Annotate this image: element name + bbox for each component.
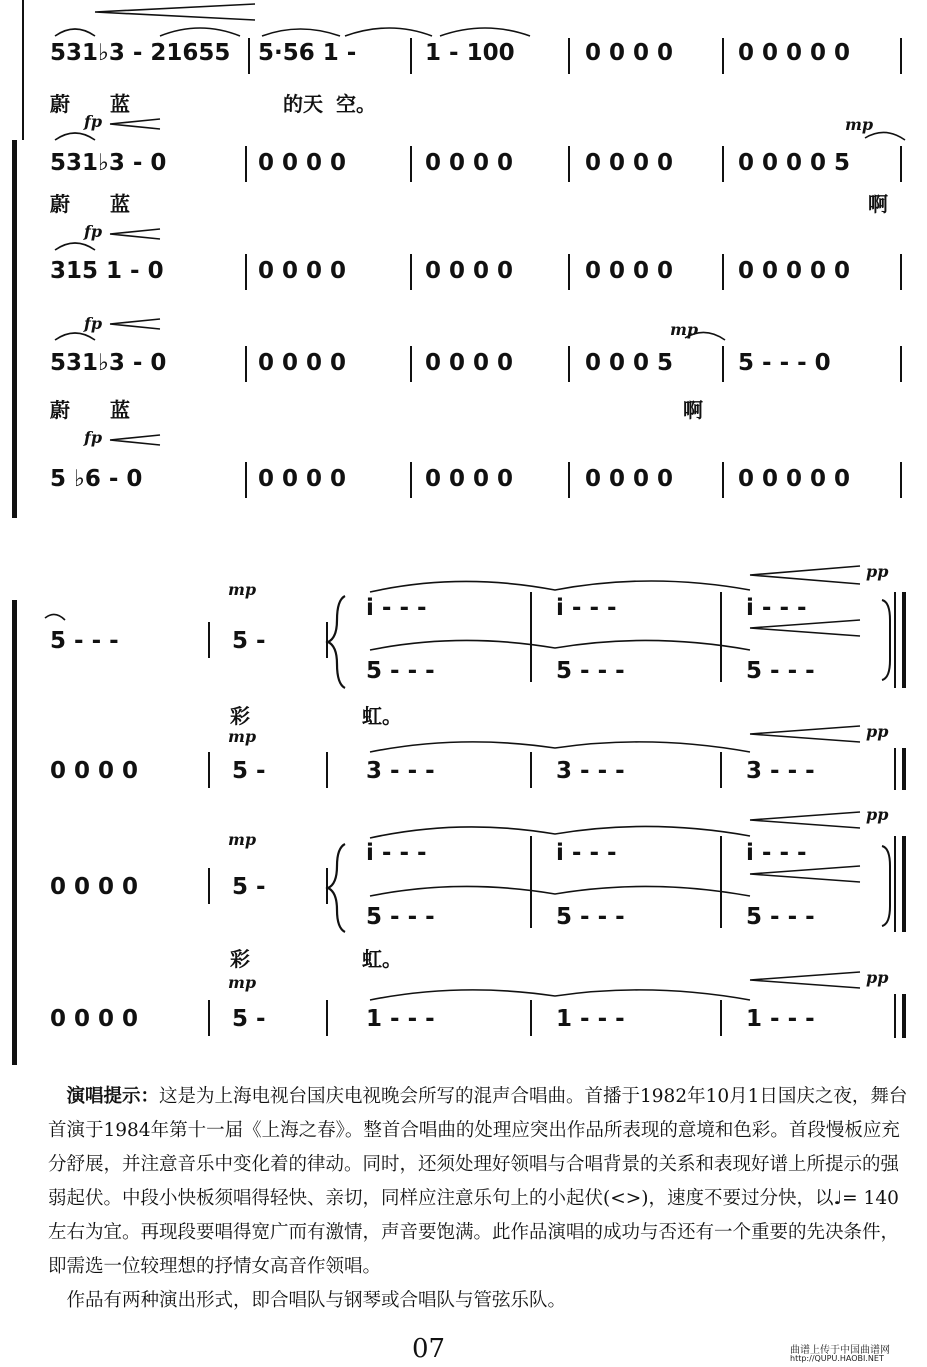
measure: 5·56 1 - xyxy=(258,40,357,66)
decrescendo-hairpin xyxy=(750,620,860,636)
measure-lower: 5 - - - xyxy=(366,904,435,930)
measure: 0 0 0 0 0 xyxy=(738,466,851,492)
measure: 531♭3 - 0 xyxy=(50,350,167,376)
measure: 1 - - - xyxy=(746,1006,815,1032)
performance-notes xyxy=(48,1080,908,1318)
decrescendo-hairpin xyxy=(750,866,860,882)
measure: 5 ♭6 - 0 xyxy=(50,466,143,492)
measure: 3 - - - xyxy=(366,758,435,784)
lyric: 啊 xyxy=(868,192,888,216)
measure: 0 0 0 5 xyxy=(585,350,674,376)
lyric: 空。 xyxy=(336,92,376,116)
measure: 1 - - - xyxy=(556,1006,625,1032)
measure: 0 0 0 0 0 xyxy=(738,258,851,284)
bracket-close xyxy=(882,600,890,680)
measure: 5 - - - xyxy=(50,628,119,654)
measure: 0 0 0 0 xyxy=(585,258,674,284)
tie xyxy=(370,640,750,650)
dynamic-mark: mp xyxy=(670,320,699,339)
watermark-line-2: http://QUPU.HAOBI.NET xyxy=(790,1354,884,1363)
lyric: 虹。 xyxy=(362,704,402,728)
measure: 5 - xyxy=(232,628,266,654)
tie xyxy=(370,886,750,896)
measure-lower: 5 - - - xyxy=(556,904,625,930)
lyric: 彩 xyxy=(230,947,250,971)
measure: 5 - xyxy=(232,874,266,900)
measure: 0 0 0 0 5 xyxy=(738,150,851,176)
measure: 0 0 0 0 xyxy=(258,350,347,376)
measure-lower: 5 - - - xyxy=(556,658,625,684)
slur xyxy=(45,614,65,620)
tie xyxy=(370,990,750,1000)
measure: 3 - - - xyxy=(556,758,625,784)
measure: 0 0 0 0 0 xyxy=(738,40,851,66)
measure: 5 - xyxy=(232,758,266,784)
measure-lower: 5 - - - xyxy=(746,658,815,684)
decrescendo-hairpin xyxy=(750,972,860,988)
decrescendo-hairpin xyxy=(750,566,860,584)
measure: 0 0 0 0 xyxy=(425,150,514,176)
measure: 0 0 0 0 xyxy=(50,1006,139,1032)
measure: 0 0 0 0 xyxy=(585,466,674,492)
dynamic-mark: mp xyxy=(845,115,874,134)
measure: 1 - 100 xyxy=(425,40,515,66)
measure-upper: i - - - xyxy=(556,840,617,866)
dynamic-mark: mp xyxy=(228,727,257,746)
lyric: 蔚 xyxy=(50,92,70,116)
measure: 0 0 0 0 xyxy=(585,40,674,66)
lyric: 蔚 xyxy=(50,398,70,422)
lyric: 蔚 xyxy=(50,192,70,216)
dynamic-mark: mp xyxy=(228,830,257,849)
bracket-close xyxy=(882,846,890,926)
performance-notes-paragraph-1: 这是为上海电视台国庆电视晚会所写的混声合唱曲。首播于1982年10月1日国庆之夜，舞台首演于1984年第十一届《上海之春》。整首合唱曲的处理应突出作品所表现的意境和色彩。首段慢板应充分舒展，并注意音乐中变化着的律动。同时，还须处理好领唱与合唱背景的关系和表现好谱上所提示的强弱起伏。中段小快板须唱得轻快、亲切，同样应注意乐句上的小起伏(<>)，速度不要过分快，以♩= 140左右为宜。再现段要唱得宽广而有激情，声音要饱满。此作品演唱的成功与否还有一个重要的先决条件，即需选一位较理想的抒情女高音作领唱。 xyxy=(48,1086,908,1277)
performance-notes-paragraph-2: 作品有两种演出形式，即合唱队与钢琴或合唱队与管弦乐队。 xyxy=(66,1290,567,1311)
measure: 531♭3 - 21655 xyxy=(50,40,231,66)
dynamic-mark: pp xyxy=(866,968,889,987)
measure-lower: 5 - - - xyxy=(366,658,435,684)
lyric: 蓝 xyxy=(110,192,130,216)
tie xyxy=(370,826,750,838)
dynamic-mark: pp xyxy=(866,562,889,581)
tie xyxy=(370,581,750,592)
measure: 0 0 0 0 xyxy=(50,758,139,784)
measure-upper: i - - - xyxy=(746,595,807,621)
measure-upper: i - - - xyxy=(556,595,617,621)
measure: 531♭3 - 0 xyxy=(50,150,167,176)
performance-notes-heading: 演唱提示： xyxy=(66,1086,160,1107)
measure: 5 - - - 0 xyxy=(738,350,831,376)
lyric: 彩 xyxy=(230,704,250,728)
lyric: 蓝 xyxy=(110,398,130,422)
measure: 0 0 0 0 xyxy=(258,150,347,176)
dynamic-mark: pp xyxy=(866,805,889,824)
measure-upper: i - - - xyxy=(366,840,427,866)
dynamic-mark: fp xyxy=(84,222,103,241)
dynamic-mark: mp xyxy=(228,973,257,992)
brace xyxy=(328,596,345,688)
measure: 0 0 0 0 xyxy=(258,258,347,284)
measure: 0 0 0 0 xyxy=(425,466,514,492)
measure-upper: i - - - xyxy=(746,840,807,866)
tie xyxy=(370,742,750,752)
measure: 1 - - - xyxy=(366,1006,435,1032)
measure: 0 0 0 0 xyxy=(585,150,674,176)
measure: 0 0 0 0 xyxy=(425,350,514,376)
measure: 3 - - - xyxy=(746,758,815,784)
page-number: 07 xyxy=(412,1334,446,1364)
dynamic-mark: fp xyxy=(84,428,103,447)
measure: 0 0 0 0 xyxy=(50,874,139,900)
lyric: 蓝 xyxy=(110,92,130,116)
measure-upper: i - - - xyxy=(366,595,427,621)
dynamic-mark: fp xyxy=(84,314,103,333)
dynamic-mark: fp xyxy=(84,112,103,131)
lyric: 虹。 xyxy=(362,947,402,971)
decrescendo-hairpin xyxy=(750,812,860,828)
lyric: 啊 xyxy=(683,398,703,422)
lyric: 的天 xyxy=(283,92,323,116)
decrescendo-hairpin xyxy=(750,726,860,742)
watermark-line-1: 曲谱上传于中国曲谱网 xyxy=(790,1345,890,1356)
measure-lower: 5 - - - xyxy=(746,904,815,930)
dynamic-mark: mp xyxy=(228,580,257,599)
measure: 315 1 - 0 xyxy=(50,258,164,284)
measure: 0 0 0 0 xyxy=(425,258,514,284)
measure: 5 - xyxy=(232,1006,266,1032)
brace xyxy=(328,844,345,932)
dynamic-mark: pp xyxy=(866,722,889,741)
measure: 0 0 0 0 xyxy=(258,466,347,492)
